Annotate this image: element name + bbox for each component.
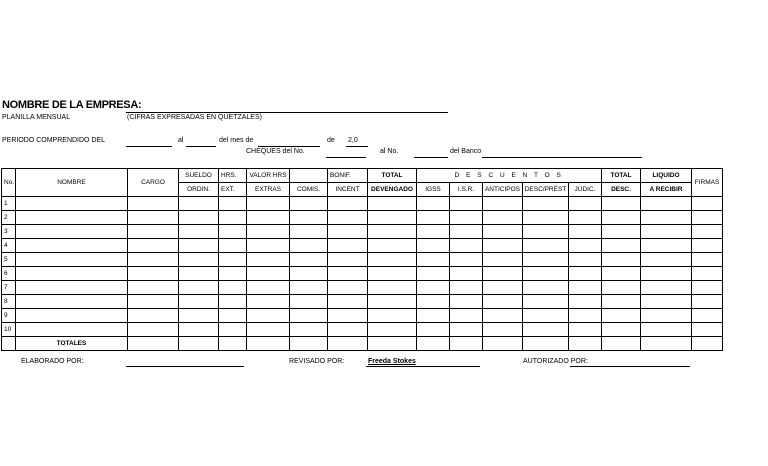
table-cell [16,323,128,337]
table-cell [368,197,417,211]
table-cell [602,225,641,239]
table-cell [16,197,128,211]
table-cell [16,281,128,295]
table-cell [483,239,523,253]
table-cell [692,211,723,225]
header-total-2: DEVENGADO [368,183,417,197]
table-cell [523,211,569,225]
table-cell [602,281,641,295]
table-cell [368,253,417,267]
table-cell [569,295,602,309]
table-cell [179,253,219,267]
table-cell [290,225,328,239]
table-cell [179,323,219,337]
table-cell [483,211,523,225]
table-cell [219,309,247,323]
header-nombre: NOMBRE [16,169,128,197]
row-number: 5 [2,253,16,267]
table-cell [450,211,483,225]
table-cell [247,197,290,211]
table-cell [602,239,641,253]
totales-cell [450,337,483,351]
table-cell [523,239,569,253]
table-cell [179,309,219,323]
table-cell [128,323,179,337]
table-cell [417,225,450,239]
table-cell [328,309,368,323]
table-row [2,295,723,309]
table-cell [641,309,692,323]
header-hrs-2: EXT. [219,183,247,197]
table-cell [569,211,602,225]
header-sueldo: SUELDO [179,169,219,183]
header-cargo: CARGO [128,169,179,197]
table-cell [523,309,569,323]
header-total-desc-2: DESC. [602,183,641,197]
table-cell [692,197,723,211]
table-cell [523,295,569,309]
table-cell [16,267,128,281]
table-cell [128,239,179,253]
row-number: 9 [2,309,16,323]
planilla-label: PLANILLA MENSUAL [2,114,71,121]
totales-cell [569,337,602,351]
table-cell [569,281,602,295]
table-cell [290,197,328,211]
table-cell [247,295,290,309]
table-cell [368,295,417,309]
header-total-desc: TOTAL [602,169,641,183]
table-cell [523,267,569,281]
totales-cell [641,337,692,351]
table-cell [692,323,723,337]
totales-cell [692,337,723,351]
table-cell [417,211,450,225]
table-cell [328,197,368,211]
payroll-table [1,168,723,351]
table-cell [602,253,641,267]
totales-no-cell [2,337,16,351]
table-cell [417,197,450,211]
table-cell [417,267,450,281]
table-cell [523,281,569,295]
table-cell [602,211,641,225]
row-number: 6 [2,267,16,281]
table-cell [247,281,290,295]
table-cell [328,211,368,225]
period-from-line [126,146,172,147]
table-cell [219,295,247,309]
table-cell [328,281,368,295]
header-valor-2: EXTRAS [247,183,290,197]
period-year-line [346,146,368,147]
autorizado-label: AUTORIZADO POR: [523,358,588,365]
header-comis-top [290,169,328,183]
cheques-al-no: al No. [380,148,399,155]
table-cell [328,295,368,309]
header-desc-prest: DESC/PRÉST [523,183,569,197]
table-cell [641,253,692,267]
table-cell [417,253,450,267]
period-to-line [186,146,216,147]
table-cell [569,253,602,267]
totales-cell [128,337,179,351]
table-cell [641,295,692,309]
header-igss: IGSS [417,183,450,197]
table-cell [128,225,179,239]
table-cell [523,225,569,239]
table-row [2,225,723,239]
header-liquido-2: A RECIBIR [641,183,692,197]
banco-line [482,157,642,158]
table-cell [692,281,723,295]
table-cell [219,239,247,253]
table-row [2,281,723,295]
cheques-label: CHEQUES del No. [246,148,305,155]
table-cell [368,225,417,239]
table-cell [219,281,247,295]
table-cell [290,295,328,309]
table-cell [641,197,692,211]
table-cell [692,253,723,267]
table-cell [368,323,417,337]
header-descuentos: D E S C U E N T O S [417,169,602,183]
table-cell [290,253,328,267]
table-cell [16,211,128,225]
company-name-line [126,112,448,113]
table-cell [290,323,328,337]
table-cell [692,225,723,239]
table-cell [290,309,328,323]
table-cell [483,295,523,309]
table-cell [450,281,483,295]
table-cell [602,309,641,323]
table-cell [247,239,290,253]
totales-cell [328,337,368,351]
revisado-name: Freeda Stokes [368,358,416,365]
table-cell [128,253,179,267]
table-cell [641,323,692,337]
table-cell [569,323,602,337]
company-name-label: NOMBRE DE LA EMPRESA: [2,99,142,111]
header-valor: VALOR HRS [247,169,290,183]
table-cell [569,267,602,281]
table-cell [128,267,179,281]
row-number: 10 [2,323,16,337]
elaborado-label: ELABORADO POR: [21,358,84,365]
table-cell [523,253,569,267]
table-cell [641,239,692,253]
table-cell [290,239,328,253]
table-cell [417,309,450,323]
table-cell [368,309,417,323]
table-row [2,267,723,281]
table-cell [417,239,450,253]
table-cell [179,281,219,295]
revisado-label: REVISADO POR: [289,358,345,365]
table-cell [450,253,483,267]
table-cell [368,281,417,295]
table-cell [569,309,602,323]
table-cell [483,309,523,323]
table-cell [128,309,179,323]
table-cell [641,281,692,295]
table-cell [569,197,602,211]
table-cell [16,239,128,253]
table-cell [247,267,290,281]
table-cell [219,253,247,267]
header-total: TOTAL [368,169,417,183]
table-cell [219,197,247,211]
table-row [2,309,723,323]
table-cell [219,211,247,225]
elaborado-line [126,366,244,367]
table-cell [128,197,179,211]
table-cell [179,211,219,225]
table-cell [328,225,368,239]
table-cell [179,225,219,239]
table-cell [247,211,290,225]
table-cell [483,267,523,281]
cheques-to-line [414,157,448,158]
header-sueldo-2: ORDIN. [179,183,219,197]
totales-cell [247,337,290,351]
table-cell [692,267,723,281]
table-cell [328,253,368,267]
header-hrs: HRS. [219,169,247,183]
revisado-line [366,366,480,367]
row-number: 7 [2,281,16,295]
table-cell [450,323,483,337]
table-cell [483,253,523,267]
table-cell [328,323,368,337]
totales-cell [602,337,641,351]
row-number: 1 [2,197,16,211]
table-cell [523,197,569,211]
totales-cell [219,337,247,351]
header-firmas: FIRMAS [692,169,723,197]
table-cell [523,323,569,337]
table-cell [450,295,483,309]
table-cell [602,197,641,211]
table-cell [290,267,328,281]
totales-cell [417,337,450,351]
table-cell [179,267,219,281]
table-cell [417,281,450,295]
table-cell [290,281,328,295]
header-row-1 [2,169,723,183]
autorizado-line [570,366,690,367]
header-isr: I.S.R. [450,183,483,197]
period-de: de [327,137,335,144]
table-cell [368,239,417,253]
table-cell [641,267,692,281]
table-cell [450,197,483,211]
table-cell [179,197,219,211]
period-al: al [178,137,184,144]
table-cell [569,225,602,239]
currency-note: (CIFRAS EXPRESADAS EN QUETZALES) [127,114,262,121]
table-cell [417,295,450,309]
banco-label: del Banco [450,148,482,155]
totales-cell [523,337,569,351]
table-cell [16,295,128,309]
row-number: 2 [2,211,16,225]
totales-label: TOTALES [16,337,128,351]
table-row [2,323,723,337]
table-cell [247,225,290,239]
table-row [2,239,723,253]
period-del-mes: del mes de [219,137,254,144]
period-month-line [258,146,320,147]
table-cell [417,323,450,337]
row-number: 8 [2,295,16,309]
table-cell [483,197,523,211]
table-row [2,197,723,211]
header-anticipos: ANTICIPOS [483,183,523,197]
cheques-from-line [326,157,366,158]
table-cell [247,309,290,323]
table-row [2,253,723,267]
table-cell [179,239,219,253]
table-cell [641,225,692,239]
table-cell [219,323,247,337]
table-cell [128,281,179,295]
table-cell [569,239,602,253]
table-cell [247,323,290,337]
table-cell [483,323,523,337]
header-judic: JUDIC. [569,183,602,197]
table-cell [16,309,128,323]
table-cell [450,309,483,323]
table-cell [483,225,523,239]
table-cell [219,267,247,281]
table-cell [368,267,417,281]
table-cell [450,239,483,253]
table-cell [692,309,723,323]
table-cell [602,267,641,281]
table-cell [16,225,128,239]
header-liquido: LIQUIDO [641,169,692,183]
header-bonif: BONIF. [328,169,368,183]
header-bonif-2: INCENT [328,183,368,197]
table-cell [450,267,483,281]
row-number: 3 [2,225,16,239]
table-cell [368,211,417,225]
table-cell [692,239,723,253]
table-cell [16,253,128,267]
table-cell [483,281,523,295]
table-cell [247,253,290,267]
totales-cell [483,337,523,351]
totales-cell [290,337,328,351]
table-cell [219,225,247,239]
totales-row [2,337,723,351]
period-label: PERIODO COMPRENDIDO DEL [2,137,106,144]
table-cell [692,295,723,309]
table-cell [602,295,641,309]
table-cell [328,267,368,281]
table-cell [641,211,692,225]
table-row [2,211,723,225]
period-year: 2,0 [348,137,358,144]
table-cell [602,323,641,337]
table-cell [290,211,328,225]
totales-cell [179,337,219,351]
header-comis: COMIS. [290,183,328,197]
table-cell [179,295,219,309]
totales-cell [368,337,417,351]
row-number: 4 [2,239,16,253]
header-no: No. [2,169,16,197]
table-cell [328,239,368,253]
table-cell [128,295,179,309]
table-cell [128,211,179,225]
table-cell [450,225,483,239]
